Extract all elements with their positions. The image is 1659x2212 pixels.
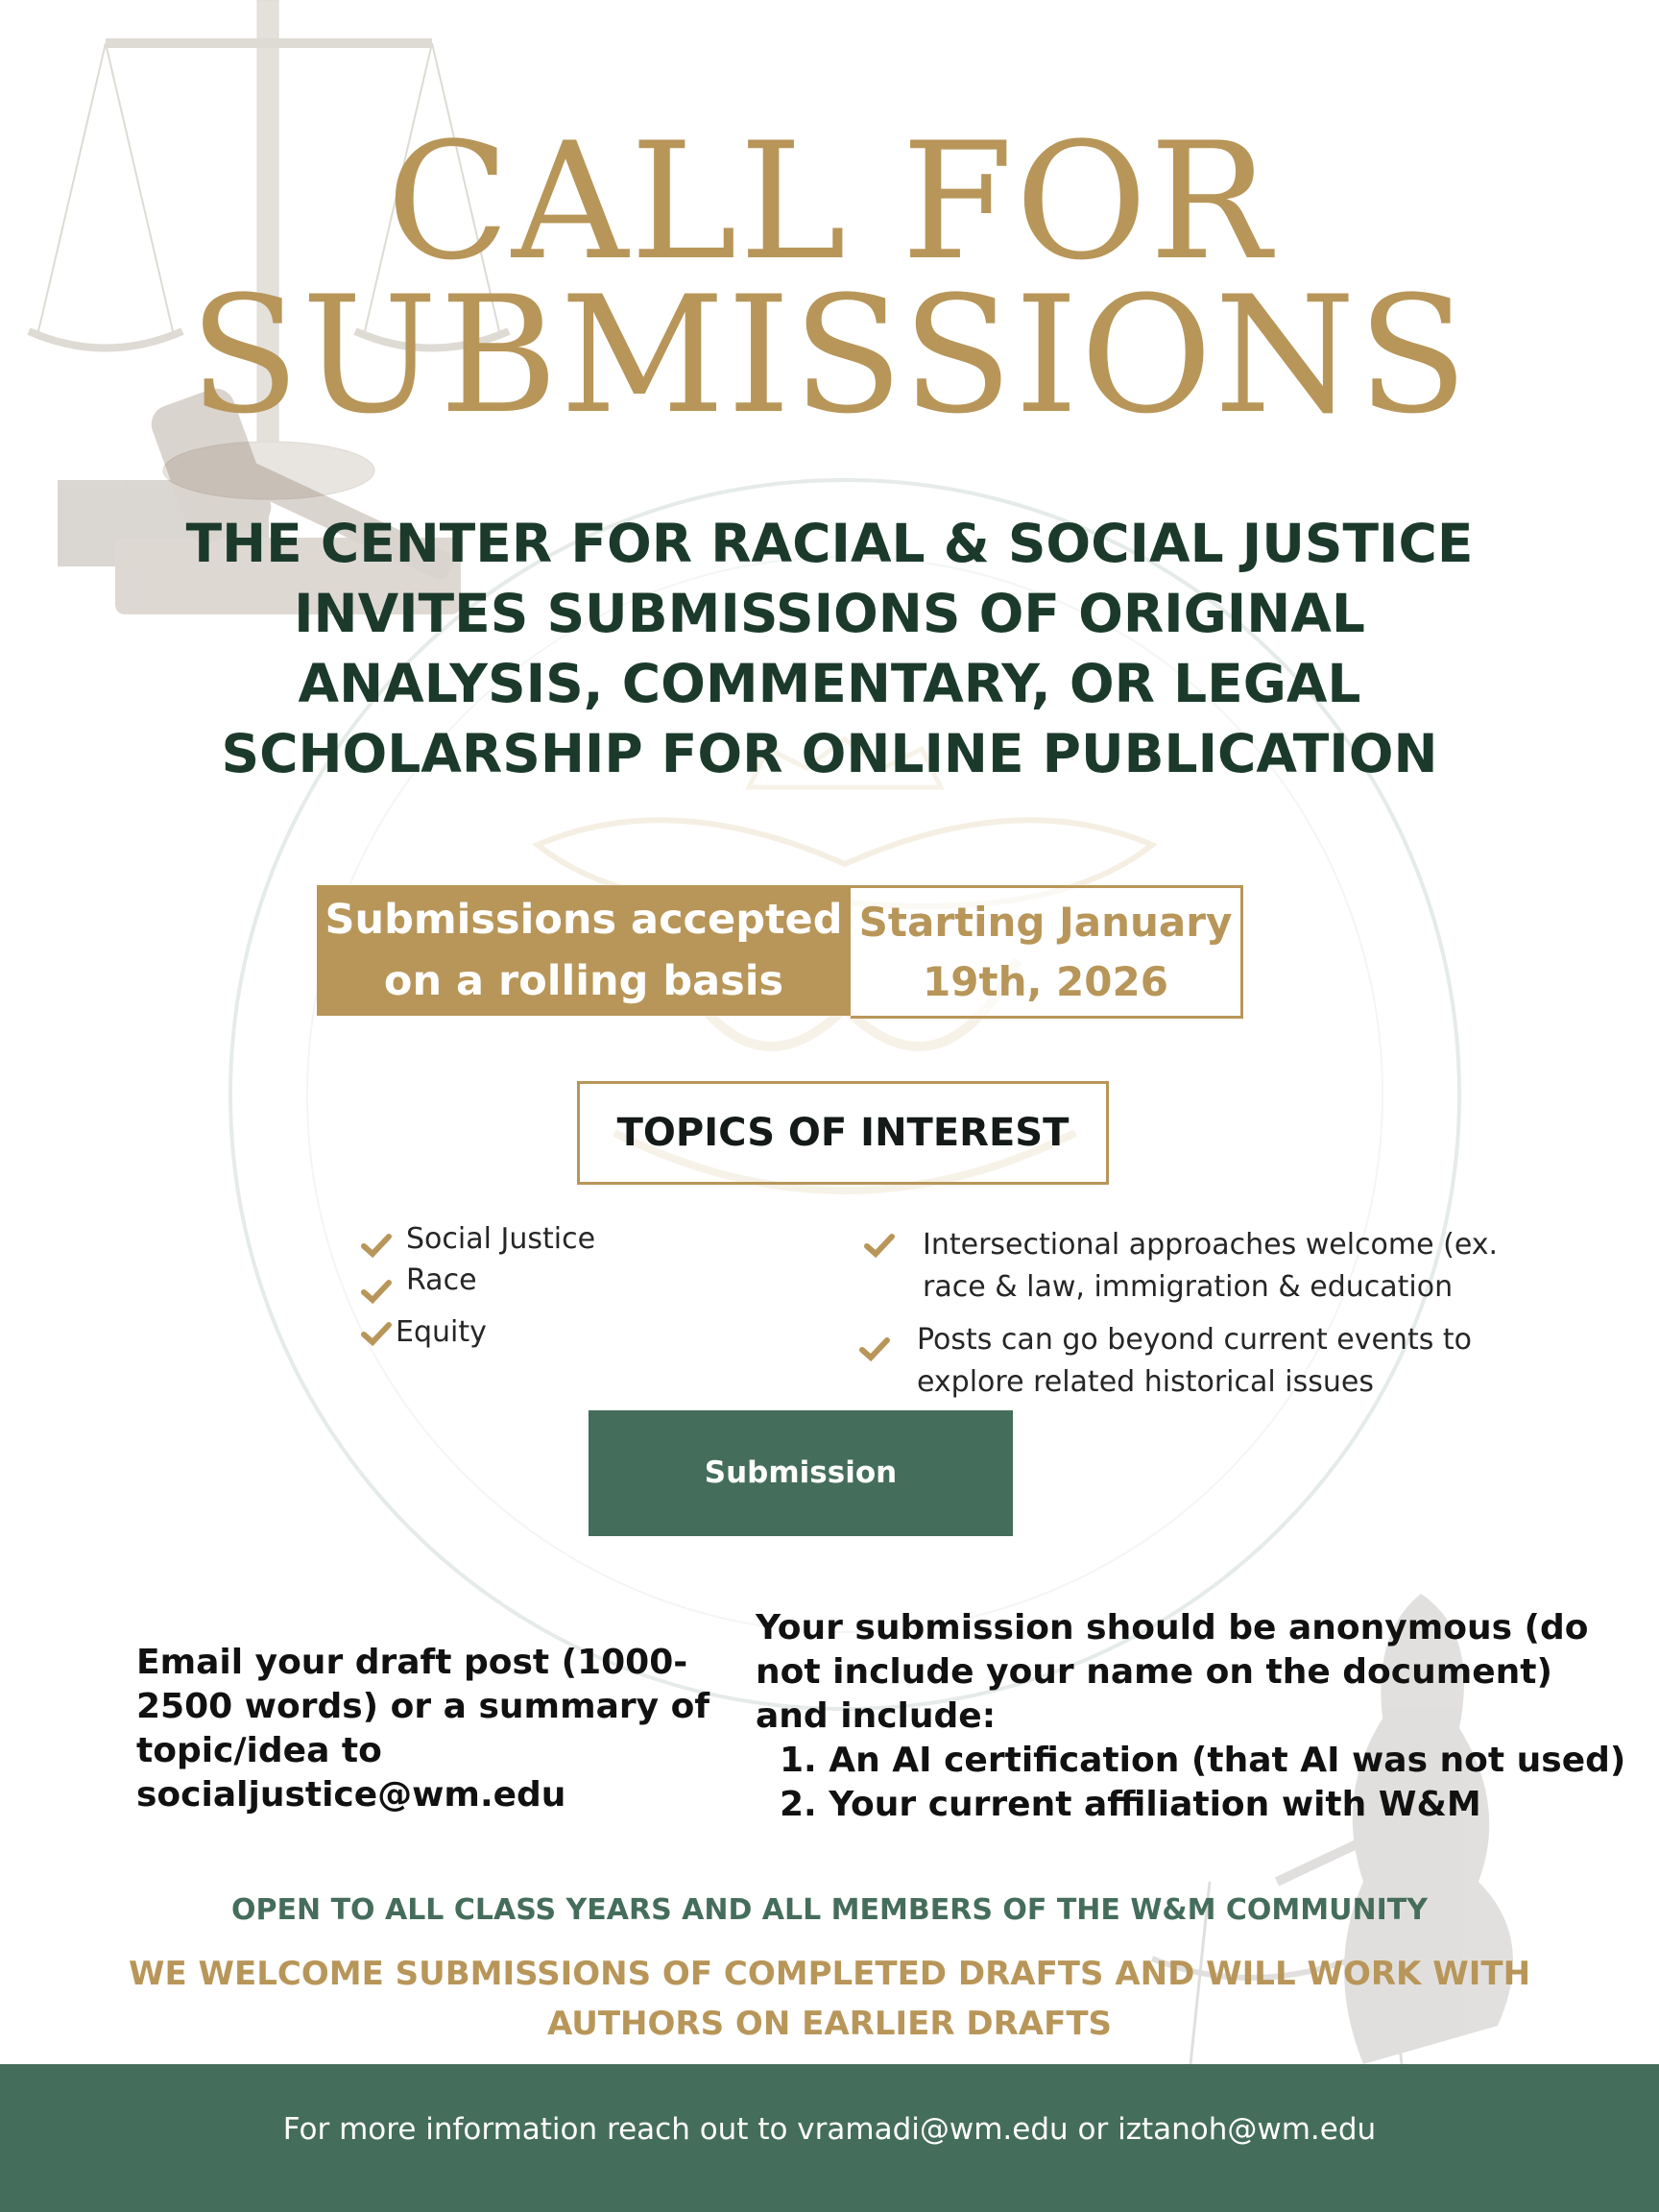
footer-contact[interactable]: For more information reach out to vramadi@wm.edu or iztanoh@wm.edu	[282, 2112, 1377, 2147]
checkmark-icon	[361, 1321, 392, 1346]
topic-item: Race	[406, 1263, 477, 1297]
rolling-basis-line-2: on a rolling basis	[383, 957, 784, 1005]
topic-item-continued: race & law, immigration & education	[923, 1270, 1454, 1304]
anonymity-line: Your submission should be anonymous (do	[756, 1608, 1589, 1647]
checkmark-icon	[361, 1233, 392, 1258]
requirements-list	[780, 1739, 1625, 1827]
topics-heading: TOPICS OF INTEREST	[577, 1081, 1109, 1185]
email-instructions-line: topic/idea to	[136, 1731, 382, 1770]
submission-email-link[interactable]: socialjustice@wm.edu	[136, 1775, 566, 1815]
topic-item: Posts can go beyond current events to	[917, 1323, 1472, 1357]
rolling-basis-banner	[317, 885, 851, 1016]
email-instructions	[136, 1641, 709, 1817]
drafts-note-line-1: WE WELCOME SUBMISSIONS OF COMPLETED DRAFTS AND WILL WORK WITH	[128, 1955, 1531, 1993]
title-line-2: SUBMISSIONS	[189, 261, 1470, 449]
subtitle-line: SCHOLARSHIP FOR ONLINE PUBLICATION	[221, 723, 1438, 784]
rolling-basis-line-1: Submissions accepted	[325, 896, 843, 944]
email-instructions-line: Email your draft post (1000-	[136, 1643, 688, 1682]
list-number: 1.	[780, 1741, 817, 1780]
start-date-line-2: 19th, 2026	[923, 957, 1168, 1005]
list-text: An AI certification (that AI was not used)	[829, 1741, 1626, 1780]
checkmark-icon	[864, 1233, 895, 1258]
topic-item: Social Justice	[406, 1222, 596, 1256]
eligibility-note: OPEN TO ALL CLASS YEARS AND ALL MEMBERS OF THE W&M COMMUNITY	[231, 1893, 1428, 1927]
submission-requirements-button[interactable]: Submission Requirements	[589, 1410, 1013, 1536]
email-instructions-line: 2500 words) or a summary of	[136, 1687, 710, 1726]
checkmark-icon	[361, 1279, 392, 1304]
start-date-line-1: Starting January	[858, 898, 1233, 946]
subtitle-line: ANALYSIS, COMMENTARY, OR LEGAL	[298, 653, 1361, 714]
start-date-box	[851, 885, 1243, 1019]
list-number: 2.	[780, 1785, 817, 1824]
anonymity-line: not include your name on the document)	[756, 1652, 1552, 1692]
requirements-list-item	[780, 1783, 1625, 1827]
subtitle-line: THE CENTER FOR RACIAL & SOCIAL JUSTICE	[185, 513, 1474, 574]
checkmark-icon	[859, 1336, 890, 1361]
list-text: Your current affiliation with W&M	[829, 1785, 1481, 1824]
requirements-list-item	[780, 1739, 1625, 1783]
topic-item: Equity	[396, 1315, 487, 1349]
anonymity-instructions	[756, 1606, 1589, 1739]
anonymity-line: and include:	[756, 1696, 997, 1736]
subtitle	[144, 509, 1515, 789]
topic-item: Intersectional approaches welcome (ex.	[923, 1228, 1499, 1262]
subtitle-line: INVITES SUBMISSIONS OF ORIGINAL	[294, 583, 1365, 644]
drafts-note	[0, 1949, 1659, 2049]
drafts-note-line-2: AUTHORS ON EARLIER DRAFTS	[546, 2005, 1113, 2043]
title-line-1: CALL FOR	[386, 108, 1273, 296]
topic-item-continued: explore related historical issues	[917, 1365, 1374, 1399]
